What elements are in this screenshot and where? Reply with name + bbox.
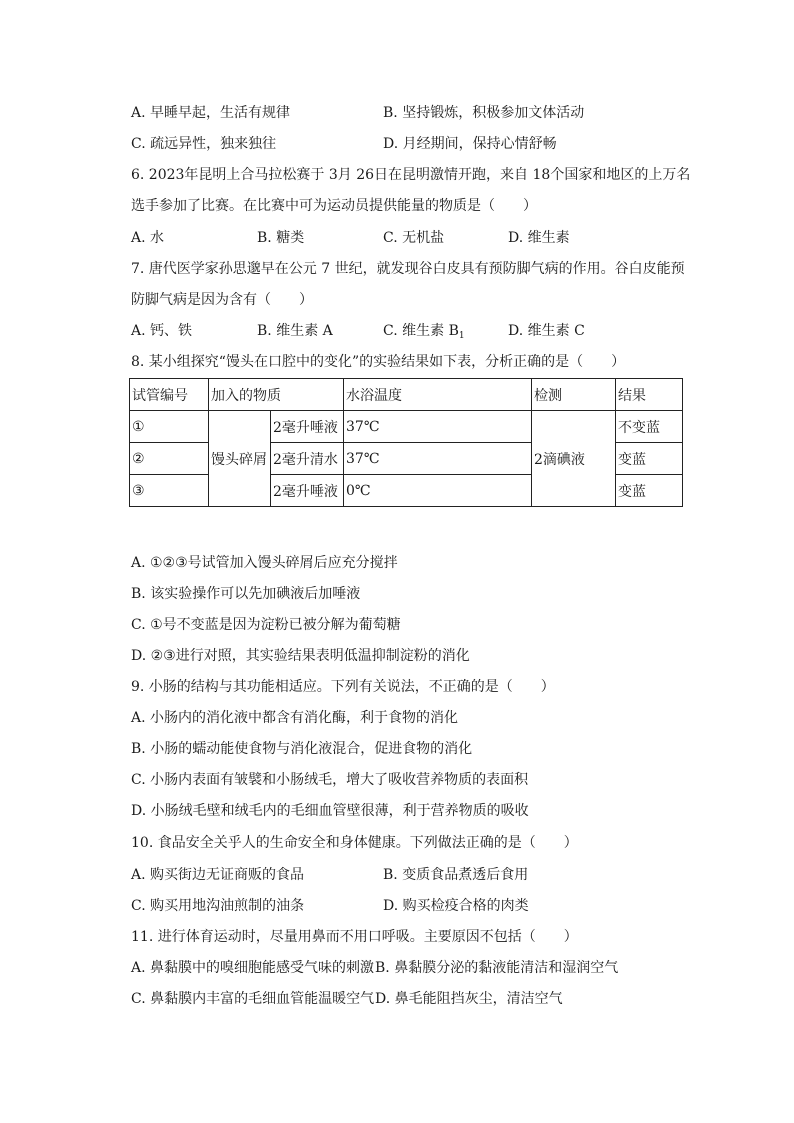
result-cell: 变蓝 bbox=[616, 475, 683, 507]
temp-cell: 37℃ bbox=[344, 411, 532, 443]
table-header-row bbox=[130, 379, 683, 411]
q11-stem: 11. 进行体育运动时，尽量用鼻而不用口呼吸。主要原因不包括（ ） bbox=[131, 929, 578, 945]
q8-stem: 8. 某小组探究“馒头在口腔中的变化”的实验结果如下表，分析正确的是（ ） bbox=[131, 354, 626, 370]
q5-option-c: C. 疏远异性，独来独往 bbox=[131, 136, 277, 152]
tube-id-cell: ③ bbox=[130, 475, 209, 507]
q7-option-c-text: C. 维生素 B bbox=[383, 323, 459, 339]
q5-option-a: A. 早睡早起，生活有规律 bbox=[131, 105, 291, 121]
header-water-temp: 水浴温度 bbox=[344, 379, 532, 411]
q10-option-b: B. 变质食品煮透后食用 bbox=[383, 867, 529, 883]
q6-option-c: C. 无机盐 bbox=[383, 230, 445, 246]
substance-cell: 馒头碎屑 bbox=[209, 411, 271, 507]
q8-option-a: A. ①②③号试管加入馒头碎屑后应充分搅拌 bbox=[131, 555, 398, 571]
q6-option-b: B. 糖类 bbox=[257, 230, 305, 246]
q11-option-a: A. 鼻黏膜中的嗅细胞能感受气味的刺激 bbox=[131, 960, 375, 976]
q7-option-c bbox=[383, 321, 465, 346]
header-detection: 检测 bbox=[532, 379, 616, 411]
header-substance: 加入的物质 bbox=[209, 379, 344, 411]
result-cell: 不变蓝 bbox=[616, 411, 683, 443]
q10-option-a: A. 购买街边无证商贩的食品 bbox=[131, 867, 305, 883]
q9-stem: 9. 小肠的结构与其功能相适应。下列有关说法，不正确的是（ ） bbox=[131, 679, 555, 695]
header-tube-id: 试管编号 bbox=[130, 379, 209, 411]
tube-id-cell: ① bbox=[130, 411, 209, 443]
q7-stem-line1: 7. 唐代医学家孙思邈早在公元 7 世纪，就发现谷白皮具有预防脚气病的作用。谷白皮能预 bbox=[131, 261, 685, 277]
q5-option-b: B. 坚持锻炼，积极参加文体活动 bbox=[383, 105, 585, 121]
q8-option-d: D. ②③进行对照，其实验结果表明低温抑制淀粉的消化 bbox=[131, 648, 470, 664]
q5-option-d: D. 月经期间，保持心情舒畅 bbox=[383, 136, 557, 152]
q6-stem-line2: 选手参加了比赛。在比赛中可为运动员提供能量的物质是（ ） bbox=[131, 198, 537, 214]
temp-cell: 37℃ bbox=[344, 443, 532, 475]
q9-option-a: A. 小肠内的消化液中都含有消化酶，利于食物的消化 bbox=[131, 710, 459, 726]
q7-stem-line2: 防脚气病是因为含有（ ） bbox=[131, 292, 313, 308]
q9-option-b: B. 小肠的蠕动能使食物与消化液混合，促进食物的消化 bbox=[131, 741, 473, 757]
detection-cell: 2滴碘液 bbox=[532, 411, 616, 507]
header-result: 结果 bbox=[616, 379, 683, 411]
q10-stem: 10. 食品安全关乎人的生命安全和身体健康。下列做法正确的是（ ） bbox=[131, 835, 578, 851]
result-cell: 变蓝 bbox=[616, 443, 683, 475]
q11-option-c: C. 鼻黏膜内丰富的毛细血管能温暖空气 bbox=[131, 991, 375, 1007]
tube-id-cell: ② bbox=[130, 443, 209, 475]
q10-option-c: C. 购买用地沟油煎制的油条 bbox=[131, 898, 305, 914]
q7-option-d: D. 维生素 C bbox=[508, 323, 585, 339]
q10-option-d: D. 购买检疫合格的肉类 bbox=[383, 898, 529, 914]
q8-option-c: C. ①号不变蓝是因为淀粉已被分解为葡萄糖 bbox=[131, 617, 401, 633]
q7-option-b: B. 维生素 A bbox=[257, 323, 333, 339]
q9-option-c: C. 小肠内表面有皱襞和小肠绒毛，增大了吸收营养物质的表面积 bbox=[131, 772, 529, 788]
q6-stem-line1: 6. 2023年昆明上合马拉松赛于 3月 26日在昆明激情开跑，来自 18个国家和地区的上万名 bbox=[131, 167, 691, 183]
q7-option-c-subscript: 1 bbox=[458, 331, 465, 341]
table-row bbox=[130, 411, 683, 443]
q8-option-b: B. 该实验操作可以先加碘液后加唾液 bbox=[131, 586, 361, 602]
q6-option-a: A. 水 bbox=[131, 230, 165, 246]
liquid-cell: 2毫升唾液 bbox=[271, 475, 344, 507]
q9-option-d: D. 小肠绒毛壁和绒毛内的毛细血管壁很薄，利于营养物质的吸收 bbox=[131, 803, 529, 819]
liquid-cell: 2毫升清水 bbox=[271, 443, 344, 475]
experiment-table bbox=[129, 378, 683, 507]
q6-option-d: D. 维生素 bbox=[508, 230, 570, 246]
temp-cell: 0℃ bbox=[344, 475, 532, 507]
q7-option-a: A. 钙、铁 bbox=[131, 323, 193, 339]
q11-option-d: D. 鼻毛能阻挡灰尘，清洁空气 bbox=[375, 991, 563, 1007]
q11-option-b: B. 鼻黏膜分泌的黏液能清洁和湿润空气 bbox=[375, 960, 619, 976]
liquid-cell: 2毫升唾液 bbox=[271, 411, 344, 443]
